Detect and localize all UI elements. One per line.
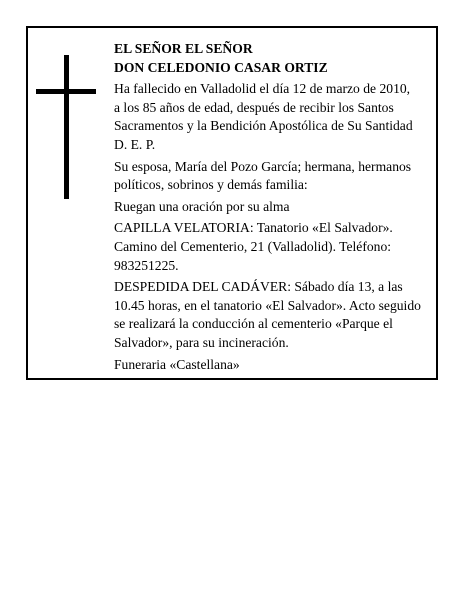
family-line: Su esposa, María del Pozo García; hermana, hermanos: [114, 158, 412, 174]
wake-line: Camino del Cementerio, 21 (Valladolid). Teléfono:: [114, 238, 392, 254]
announcement-line: a los 85 años de edad, después de recibir los Santos: [114, 99, 394, 115]
obituary-notice: [26, 26, 438, 380]
announcement-line: Ha fallecido en Valladolid el día 12 de marzo de 2010,: [114, 81, 411, 97]
cross-vertical-bar: [64, 55, 69, 199]
obituary-text: [114, 40, 430, 374]
family-line: políticos, sobrinos y demás familia:: [114, 177, 308, 193]
wake-line: CAPILLA VELATORIA: Tanatorio «El Salvador».: [114, 220, 393, 236]
announcement-line: Sacramentos y la Bendición Apostólica de Su Santidad: [114, 118, 413, 134]
farewell-line: DESPEDIDA DEL CADÁVER: Sábado día 13, a las: [114, 279, 403, 295]
cross-icon: [36, 55, 96, 199]
notice-heading: EL SEÑOR EL SEÑOR: [114, 41, 253, 56]
funeral-home: Funeraria «Castellana»: [114, 356, 240, 372]
farewell-line: Salvador», para su incineración.: [114, 334, 289, 350]
announcement-line: D. E. P.: [114, 136, 156, 152]
farewell-line: se realizará la conducción al cementerio «Parque el: [114, 316, 393, 332]
deceased-name: DON CELEDONIO CASAR ORTIZ: [114, 59, 328, 75]
cross-horizontal-bar: [36, 89, 96, 94]
wake-line: 983251225.: [114, 257, 179, 273]
farewell-line: 10.45 horas, en el tanatorio «El Salvador». Acto seguido: [114, 297, 421, 313]
prayer-request: Ruegan una oración por su alma: [114, 198, 290, 214]
